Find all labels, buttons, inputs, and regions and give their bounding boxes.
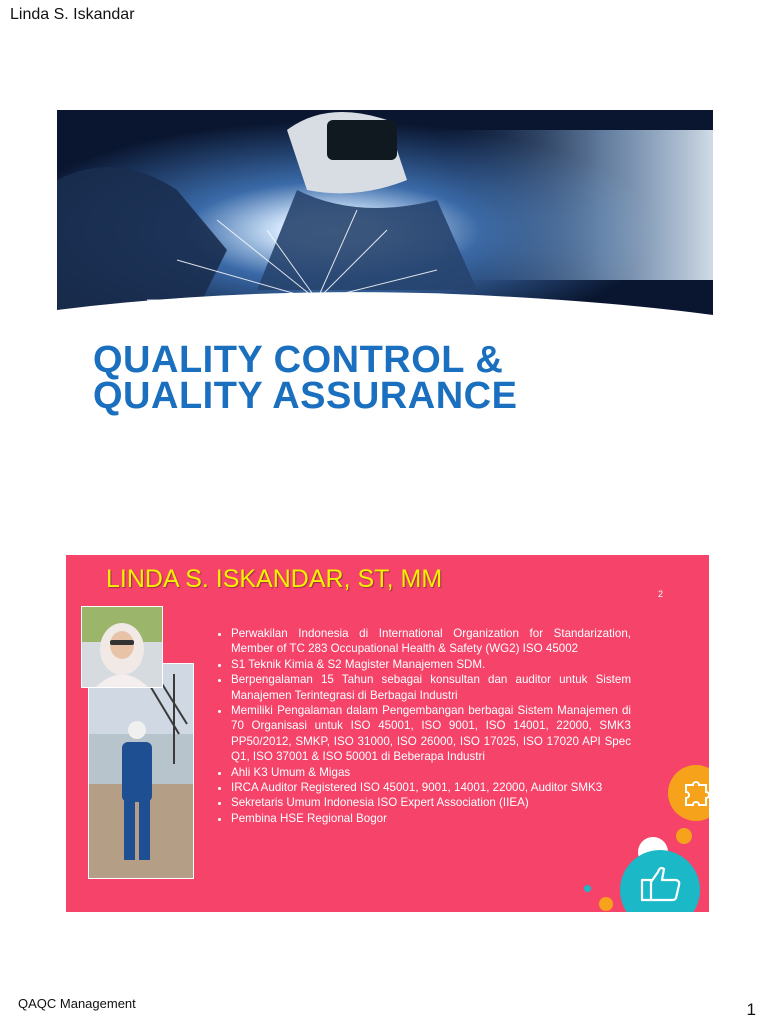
list-item: • Berpengalaman 15 Tahun sebagai konsultan dan auditor untuk Sistem Manajemen Terintegrasi di Berbagai Industri	[231, 672, 631, 703]
title-line-2: QUALITY ASSURANCE	[93, 375, 518, 417]
orange-dot-bottom	[599, 897, 613, 911]
list-item: • Perwakilan Indonesia di International Organization for Standarization, Member of TC 283 Occupational Health & Safety (WG2) ISO 45002	[231, 626, 631, 657]
title-line-1: QUALITY CONTROL &	[93, 339, 504, 381]
list-item: • IRCA Auditor Registered ISO 45001, 9001, 14001, 22000, Auditor SMK3	[231, 780, 631, 795]
list-item: • Pembina HSE Regional Bogor	[231, 811, 631, 826]
slide-profile	[66, 555, 709, 912]
footer-page-number: 1	[746, 1000, 756, 1019]
puzzle-icon	[668, 765, 709, 826]
profile-bullet-list	[216, 626, 631, 826]
profile-name: LINDA S. ISKANDAR, ST, MM	[106, 565, 443, 593]
footer-label: QAQC Management	[18, 996, 136, 1011]
welder-hero-image	[57, 110, 713, 330]
slide-quality-title	[57, 110, 713, 430]
thumbs-up-icon	[620, 850, 700, 912]
profile-photo-portrait	[81, 606, 163, 688]
orange-dot-small	[676, 828, 692, 844]
header-author: Linda S. Iskandar	[10, 6, 135, 23]
list-item: • S1 Teknik Kimia & S2 Magister Manajemen SDM.	[231, 657, 631, 672]
teal-dot-small	[584, 885, 591, 892]
profile-photo-fullbody	[88, 663, 194, 879]
slide1-title	[93, 339, 518, 417]
list-item: • Ahli K3 Umum & Migas	[231, 765, 631, 780]
list-item: • Sekretaris Umum Indonesia ISO Expert Association (IIEA)	[231, 795, 631, 810]
slide-number: 2	[658, 589, 664, 599]
list-item: • Memiliki Pengalaman dalam Pengembangan berbagai Sistem Manajemen di 70 Organisasi untuk ISO 45001, ISO 9001, ISO 14001, 22000, SMK3 PP50/2012, SMKP, ISO 31000, ISO 26000, ISO 17025, ISO 17020 API Spec Q1, ISO 37001 & ISO 50001 di Beberapa Industri	[231, 703, 631, 765]
